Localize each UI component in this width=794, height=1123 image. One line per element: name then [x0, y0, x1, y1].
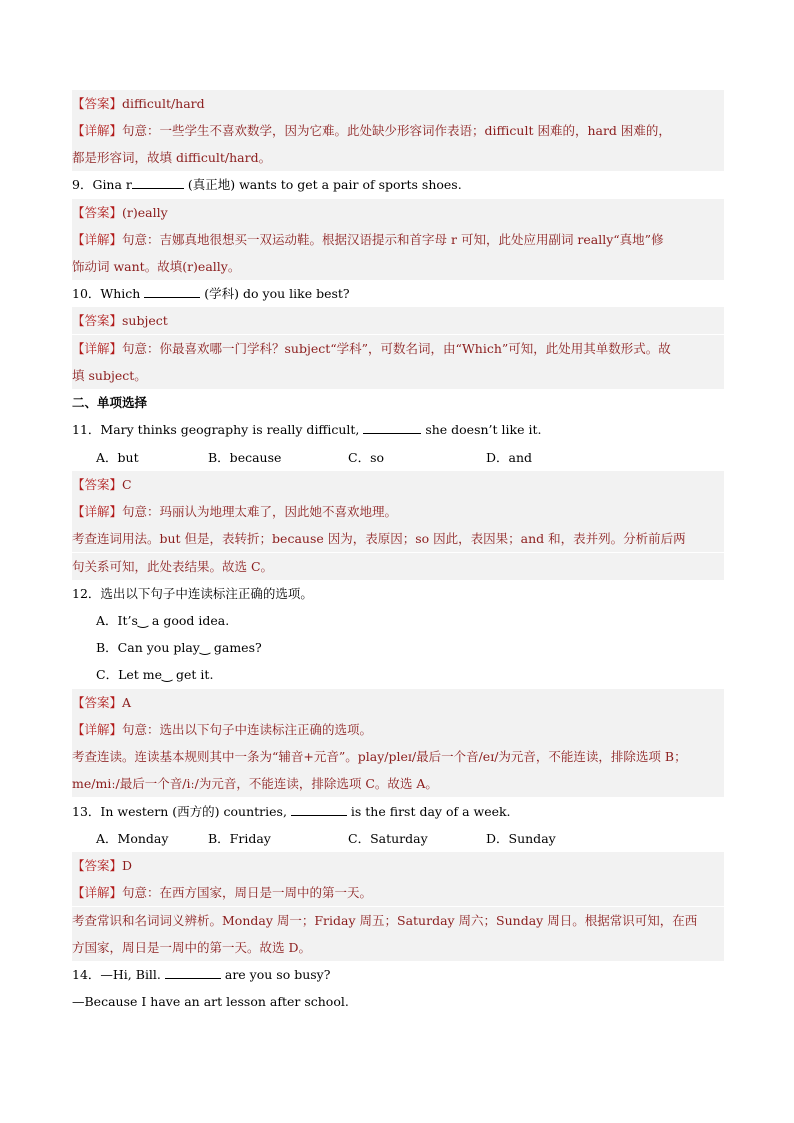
question-text-before: —Hi, Bill. [100, 967, 165, 982]
q12-detail-line1 [72, 716, 724, 743]
detail-text: 填 subject。 [72, 368, 147, 383]
question-number: 10． [72, 286, 101, 301]
detail-tag: 【详解】 [72, 504, 123, 519]
answer-tag: 【答案】 [72, 477, 123, 492]
question-text-after: is the first day of a week. [346, 804, 511, 819]
option-b[interactable]: B．Can you play‿ games? [96, 640, 262, 655]
q11-options [72, 444, 724, 471]
question-text-before: Gina r [92, 177, 132, 192]
question-text-after: (真正地) wants to get a pair of sports shoes. [183, 177, 462, 192]
detail-text: 句意：在西方国家，周日是一周中的第一天。 [122, 885, 373, 900]
q14-reply: —Because I have an art lesson after school. [72, 994, 349, 1009]
detail-tag: 【详解】 [72, 232, 123, 247]
q12-option-a-row [72, 607, 724, 634]
q12-option-b-row [72, 634, 724, 661]
detail-text: 饰动词 want。故填(r)eally。 [72, 259, 241, 274]
question-text-before: In western (西方的) countries, [100, 804, 291, 819]
detail-text: 考查连读。连读基本规则其中一条为“辅音+元音”。play/pleɪ/最后一个音/eɪ/为元音，不能连读，排除选项 B； [72, 749, 687, 764]
q10-detail-line2 [72, 362, 724, 389]
question-text-after: (学科) do you like best? [200, 286, 350, 301]
detail-text: 句意：吉娜真地很想买一双运动鞋。根据汉语提示和首字母 r 可知，此处应用副词 really“真地”修 [122, 232, 664, 247]
q13-detail-line3 [72, 934, 724, 961]
q12-detail-line2 [72, 743, 724, 770]
question-number: 14． [72, 967, 101, 982]
q13-answer [72, 852, 724, 879]
answer-tag: 【答案】 [72, 858, 123, 873]
detail-tag: 【详解】 [72, 722, 123, 737]
option-a[interactable]: A．but [96, 450, 139, 465]
q13-detail-line2 [72, 907, 724, 934]
fill-blank[interactable] [363, 419, 421, 434]
q11-detail-line1 [72, 498, 724, 525]
answer-tag: 【答案】 [72, 205, 123, 220]
detail-text: 方国家，周日是一周中的第一天。故选 D。 [72, 940, 311, 955]
detail-text: 句意：你最喜欢哪一门学科？subject“学科”，可数名词，由“Which”可知，此处用其单数形式。故 [122, 341, 671, 356]
detail-text: 句关系可知，此处表结果。故选 C。 [72, 559, 274, 574]
detail-tag: 【详解】 [72, 341, 123, 356]
question-text: 选出以下句子中连读标注正确的选项。 [100, 586, 313, 601]
question-text-before: Mary thinks geography is really difficult, [100, 422, 364, 437]
q9-detail-line1 [72, 226, 724, 253]
detail-tag: 【详解】 [72, 123, 123, 138]
q9-answer [72, 199, 724, 226]
q9-detail-line2 [72, 253, 724, 280]
q12-question [72, 580, 724, 607]
answer-text: (r)eally [122, 205, 168, 220]
q10-answer [72, 307, 724, 334]
q11-question [72, 416, 724, 443]
q14-question [72, 961, 724, 988]
detail-text: 考查常识和名词词义辨析。Monday 周一；Friday 周五；Saturday 周六；Sunday 周日。根据常识可知，在西 [72, 913, 698, 928]
detail-text: me/miː/最后一个音/iː/为元音，不能连读，排除选项 C。故选 A。 [72, 776, 438, 791]
q13-options [72, 825, 724, 852]
q11-answer [72, 471, 724, 498]
option-c[interactable]: C．Let me‿ get it. [96, 667, 214, 682]
answer-text: C [122, 477, 132, 492]
q9-question [72, 171, 724, 198]
q10-question [72, 280, 724, 307]
option-c[interactable]: C．so [348, 450, 385, 465]
answer-text: difficult/hard [122, 96, 205, 111]
question-text-after: are you so busy? [220, 967, 331, 982]
question-number: 13． [72, 804, 101, 819]
option-a[interactable]: A．It’s‿ a good idea. [96, 613, 230, 628]
answer-tag: 【答案】 [72, 313, 123, 328]
answer-text: A [122, 695, 132, 710]
fill-blank[interactable] [144, 283, 200, 298]
q11-detail-line2 [72, 525, 724, 552]
fill-blank[interactable] [132, 174, 184, 189]
option-d[interactable]: D．and [486, 450, 533, 465]
option-a[interactable]: A．Monday [96, 831, 169, 846]
q11-detail-line3 [72, 553, 724, 580]
q12-option-c-row [72, 661, 724, 688]
q8-detail-line1 [72, 117, 724, 144]
question-number: 9． [72, 177, 93, 192]
answer-tag: 【答案】 [72, 96, 123, 111]
detail-text: 都是形容词，故填 difficult/hard。 [72, 150, 272, 165]
q8-answer [72, 90, 724, 117]
section-title: 二、单项选择 [72, 395, 148, 410]
fill-blank[interactable] [165, 964, 221, 979]
question-text-before: Which [100, 286, 145, 301]
answer-text: subject [122, 313, 168, 328]
q12-detail-line3 [72, 770, 724, 797]
answer-tag: 【答案】 [72, 695, 123, 710]
q13-detail-line1 [72, 879, 724, 906]
detail-text: 句意：玛丽认为地理太难了，因此她不喜欢地理。 [122, 504, 398, 519]
detail-text: 句意：一些学生不喜欢数学，因为它难。此处缺少形容词作表语；difficult 困难的，hard 困难的， [122, 123, 671, 138]
q10-detail-line1 [72, 335, 724, 362]
fill-blank[interactable] [291, 801, 347, 816]
question-number: 12． [72, 586, 101, 601]
option-b[interactable]: B．because [208, 450, 282, 465]
option-d[interactable]: D．Sunday [486, 831, 556, 846]
question-number: 11． [72, 422, 101, 437]
q8-detail-line2 [72, 144, 724, 171]
q13-question [72, 798, 724, 825]
option-b[interactable]: B．Friday [208, 831, 271, 846]
detail-text: 句意：选出以下句子中连读标注正确的选项。 [122, 722, 373, 737]
q12-answer [72, 689, 724, 716]
option-c[interactable]: C．Saturday [348, 831, 428, 846]
detail-text: 考查连词用法。but 但是，表转折；because 因为，表原因；so 因此，表因果；and 和，表并列。分析前后两 [72, 531, 686, 546]
question-text-after: she doesn’t like it. [421, 422, 542, 437]
detail-tag: 【详解】 [72, 885, 123, 900]
answer-text: D [122, 858, 133, 873]
